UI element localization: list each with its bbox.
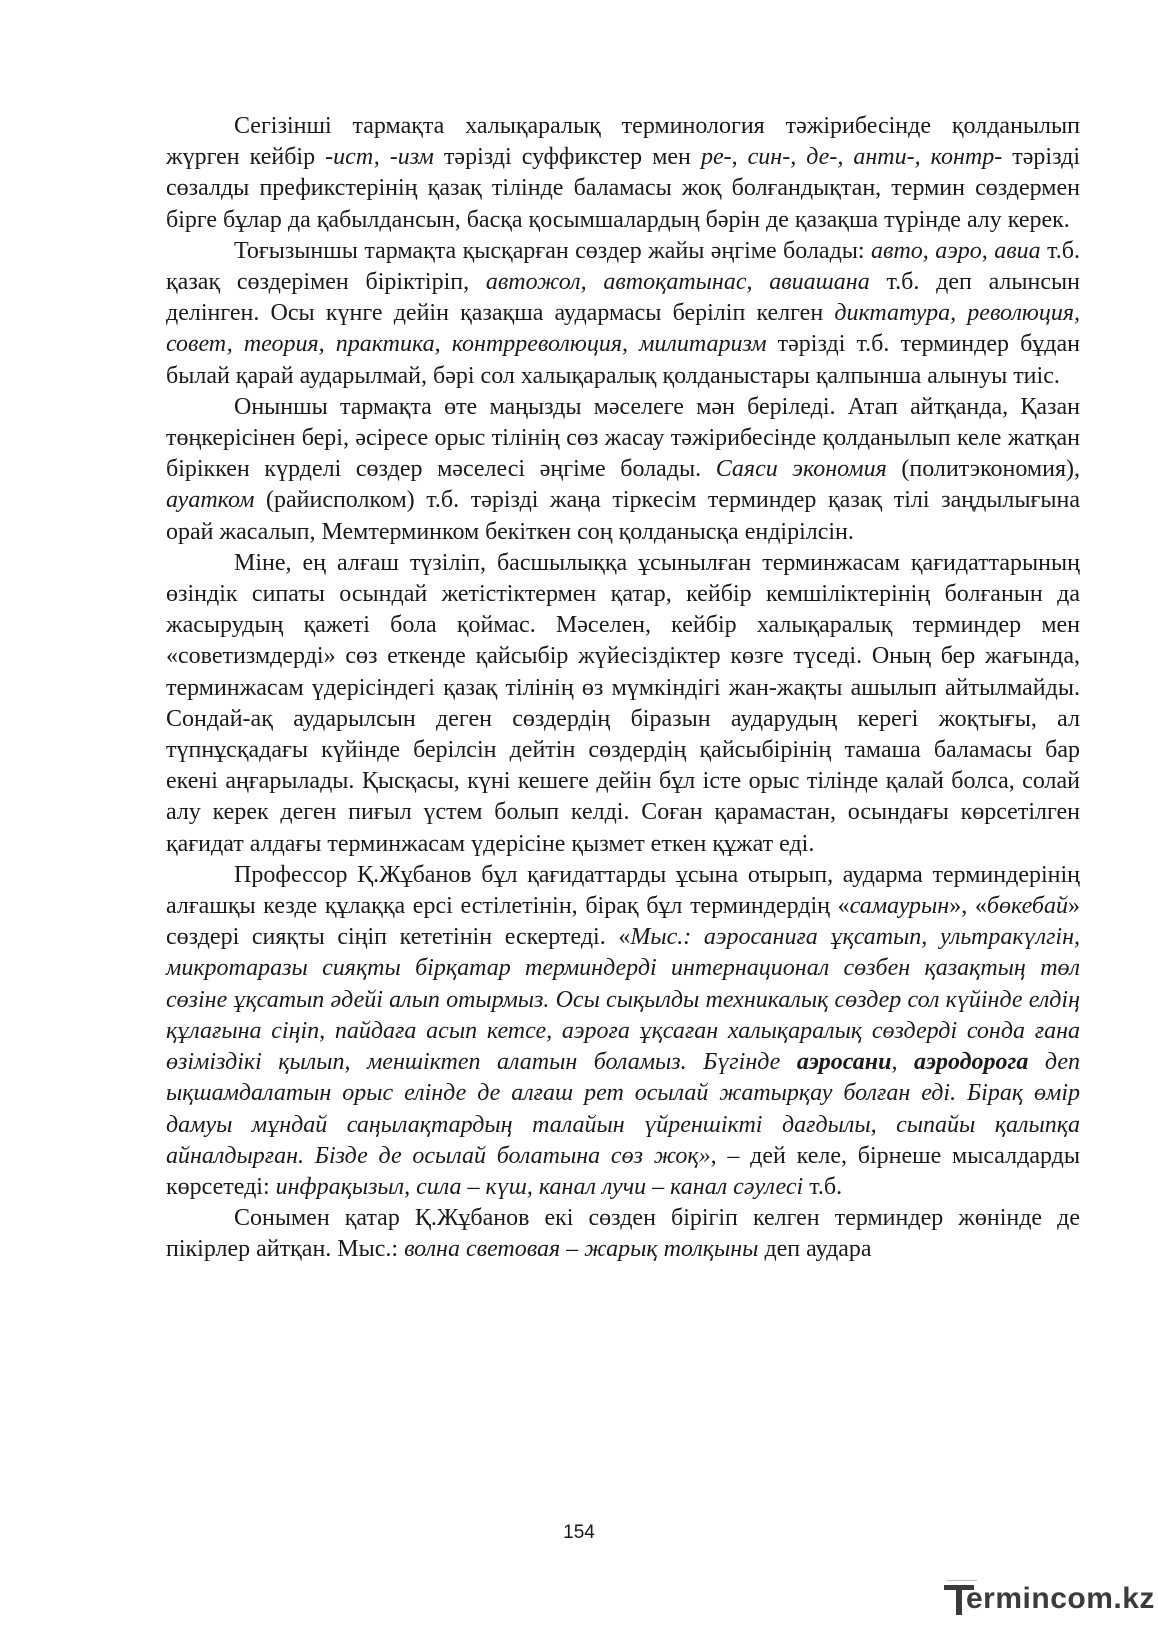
- emphasized-text: Саяси экономия: [715, 456, 887, 483]
- text-run: Сегізінші тармақта халықаралық терминология тәжірибесінде қолданылып жүрген кейбір: [166, 113, 1080, 171]
- text-run: т.б.: [803, 1173, 843, 1200]
- text-run: т.б. қазақ сөздерімен біріктіріп,: [166, 237, 1081, 296]
- emphasized-text: инфрақызыл, сила – күш, канал лучи – канал сәулесі: [275, 1173, 804, 1200]
- emphasized-text: ,: [891, 1049, 914, 1076]
- emphasized-text: бөкебай: [986, 893, 1068, 920]
- text-run: » сөздері сияқты сіңіп кететінін ескертеді. «: [166, 893, 1080, 951]
- paragraph: [166, 548, 1080, 860]
- text-run: деп аудара: [758, 1236, 872, 1263]
- emphasized-text: аэросани: [796, 1049, 892, 1076]
- emphasized-text: авто, аэро, авиа: [871, 237, 1041, 264]
- emphasized-text: ауатком: [166, 487, 255, 514]
- logo-text: ermincom.kz: [966, 1582, 1155, 1615]
- emphasized-text: автожол, автоқатынас, авиашана: [485, 269, 870, 296]
- emphasized-text: аэродорога: [914, 1049, 1029, 1076]
- page-number: 154: [563, 1522, 595, 1543]
- text-run: (райисполком) т.б. тәрізді жаңа тіркесім терминдер қазақ тілі заңдылығына орай жасалып, Мемтерминком бекіткен соң қолданысқа ендірілсін.: [166, 487, 1080, 545]
- emphasized-text: деп ықшамдалатын орыс елінде де алғаш рет осылай жатырқау болған еді. Бірақ өмір дамуы мұндай саңылақтардың талайын үйреншікті дағдылы, сыпайы қалыпқа айналдырған. Бізде де осылай болатына сөз жоқ»: [166, 1049, 1081, 1169]
- paragraph: [166, 392, 1080, 548]
- text-run: Оныншы тармақта өте маңызды мәселеге мән беріледі. Атап айтқанда, Қазан төңкерісінен бері, әсіресе орыс тілінің сөз жасау тәжірибесінде қолданылып келе жатқан біріккен күрделі сөздер мәселесі әңгіме болады.: [166, 393, 1080, 483]
- text-run: , – дей келе, бірнеше мысалдарды көрсетеді:: [166, 1142, 1080, 1200]
- text-run: (политэкономия),: [886, 456, 1080, 483]
- page-body: [166, 111, 1080, 1266]
- text-run: », «: [949, 893, 987, 920]
- emphasized-text: диктатура, революция, совет, теория, практика, контрреволюция, милитаризм: [166, 300, 1081, 358]
- emphasized-text: самаурын: [849, 893, 950, 920]
- text-run: Профессор Қ.Жұбанов бұл қағидаттарды ұсына отырып, аударма терминдерінің алғашқы кезде құлаққа ерсі естілетінін, бірақ бұл терминдердің «: [166, 861, 1080, 920]
- text-run: тәрізді т.б. терминдер бұдан былай қарай аударылмай, бәрі сол халықаралық қолданыстары қалпынша алынуы тиіс.: [166, 331, 1081, 389]
- paragraph: [166, 236, 1080, 392]
- emphasized-text: волна световая – жарық толқыны: [404, 1236, 759, 1263]
- emphasized-text: -ист, -изм: [325, 144, 434, 171]
- emphasized-text: Мыс.: аэросаниға ұқсатып, ультракүлгін, микротаразы сияқты бірқатар терминдерді интернационал сөзбен қазақтың төл сөзіне ұқсатып әдейі алып отырмыз. Осы сықылды техникалық сөздер сол күйінде елдің құлағына сіңіп, пайдаға асып кетсе, аэроға ұқсаған халықаралық сөздерді сонда ғана өзіміздікі қылып, меншіктеп алатын боламыз. Бүгінде: [166, 924, 1080, 1076]
- text-run: Міне, ең алғаш түзіліп, басшылыққа ұсынылған терминжасам қағидаттарының өзіндік сипаты осындай жетістіктермен қатар, кейбір кемшіліктерінің болғанын да жасырудың қажеті бола қоймас. Мәселен, кейбір халықаралық терминдер мен «советизмдерді» сөз еткенде қайсыбір жүйесіздіктер көзге түседі. Оның бер жағында, терминжасам үдерісіндегі қазақ тілінің өз мүмкіндігі жан-жақты ашылып айтылмайды. Сондай-ақ аударылсын деген сөздердің біразын аударудың керегі жоқтығы, ал түпнұсқадағы күйінде берілсін дейтін сөздердің қайсыбірінің тамаша баламасы бар екені аңғарылады. Қысқасы, күні кешеге дейін бұл істе орыс тілінде қалай болса, солай алу керек деген пиғыл үстем болып келді. Соған қарамастан, осындағы көрсетілген қағидат алдағы терминжасам үдерісіне қызмет еткен құжат еді.: [166, 549, 1080, 857]
- paragraph: [166, 1203, 1080, 1265]
- emphasized-text: ре-, син-, де-, анти-, контр-: [700, 144, 1003, 171]
- termincom-logo: [944, 1578, 1155, 1622]
- text-run: тәрізді суффикстер мен: [433, 144, 701, 171]
- text-run: Сонымен қатар Қ.Жұбанов екі сөзден бірігіп келген терминдер жөнінде де пікірлер айтқан. Мыс.:: [166, 1205, 1080, 1263]
- text-run: тәрізді сөзалды префикстерінің қазақ тілінде баламасы жоқ болғандықтан, термин сөздермен бірге бұлар да қабылдансын, басқа қосымшалардың бәрін де қазақша түрінде алу керек.: [166, 144, 1081, 233]
- text-run: т.б. деп алынсын делінген. Осы күнге дейін қазақша аудармасы беріліп келген: [166, 269, 1080, 327]
- paragraph: [166, 111, 1080, 236]
- paragraph: [166, 860, 1080, 1203]
- text-run: Тоғызыншы тармақта қысқарған сөздер жайы әңгіме болады:: [234, 237, 872, 264]
